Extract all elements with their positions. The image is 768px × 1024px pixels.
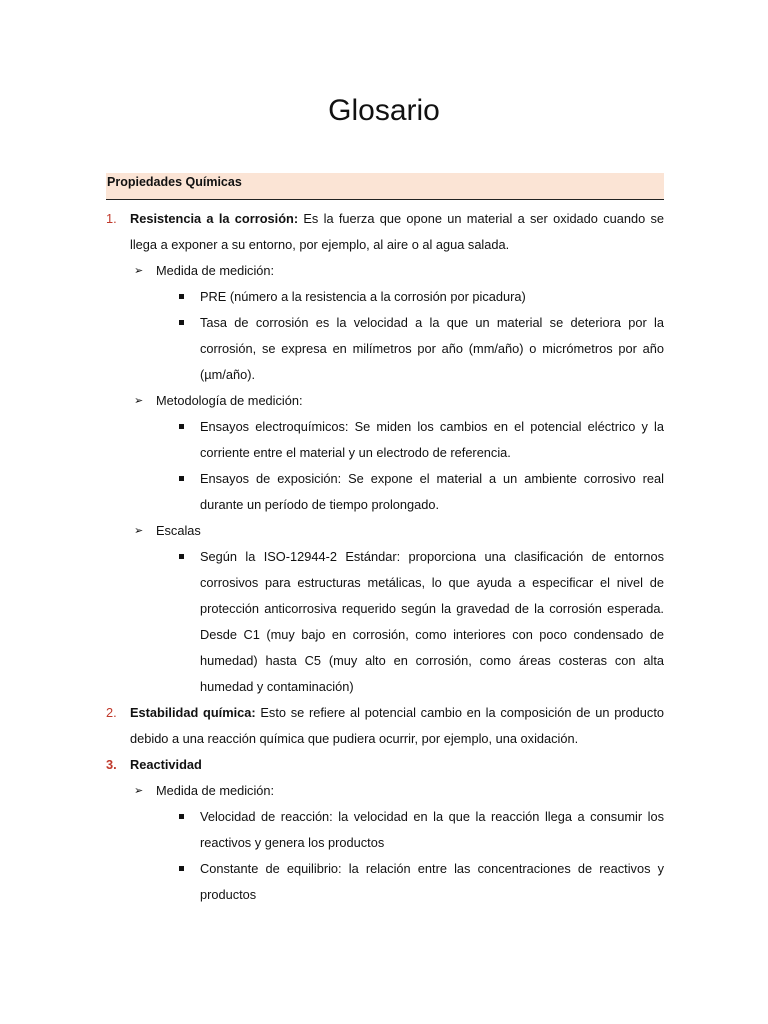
list-item: [106, 414, 664, 466]
arrow-bullet-icon: ➢: [134, 785, 144, 797]
glossary-content: [106, 206, 664, 908]
list-item: [106, 804, 664, 856]
item-definition: Es la fuerza que opone un material a ser oxidado cuando se llega a exponer a su entorno, por ejemplo, al aire o al agua salada.: [130, 211, 664, 252]
bullet-text: Ensayos de exposición: Se expone el material a un ambiente corrosivo real durante un período de tiempo prolongado.: [200, 471, 664, 512]
item-term: Estabilidad química:: [130, 705, 256, 720]
glossary-item: [106, 700, 664, 752]
bullet-text: Tasa de corrosión es la velocidad a la que un material se deteriora por la corrosión, se expresa en milímetros por año (mm/año) o micrómetros por año (µm/año).: [200, 315, 664, 382]
item-number: 2.: [106, 705, 117, 720]
square-bullet-icon: [179, 476, 184, 481]
subsection-heading: [106, 778, 664, 804]
square-bullet-icon: [179, 424, 184, 429]
glossary-item: [106, 206, 664, 258]
glossary-item: [106, 752, 664, 778]
subsection-heading: [106, 258, 664, 284]
page-title: Glosario: [328, 94, 440, 127]
list-item: [106, 466, 664, 518]
list-item: [106, 284, 664, 310]
list-item: [106, 856, 664, 908]
item-number: 3.: [106, 757, 117, 772]
square-bullet-icon: [179, 866, 184, 871]
bullet-text: Velocidad de reacción: la velocidad en la que la reacción llega a consumir los reactivos y genera los productos: [200, 809, 664, 850]
list-item: [106, 544, 664, 700]
subsection-heading: [106, 518, 664, 544]
section-header: [106, 173, 664, 200]
bullet-text: Ensayos electroquímicos: Se miden los cambios en el potencial eléctrico y la corriente entre el material y un electrodo de referencia.: [200, 419, 664, 460]
square-bullet-icon: [179, 814, 184, 819]
list-item: [106, 310, 664, 388]
arrow-bullet-icon: ➢: [134, 395, 144, 407]
square-bullet-icon: [179, 554, 184, 559]
arrow-bullet-icon: ➢: [134, 265, 144, 277]
section-title: Propiedades Químicas: [107, 175, 242, 189]
subsection-label: Medida de medición:: [156, 783, 275, 798]
item-term: Resistencia a la corrosión:: [130, 211, 299, 226]
subsection-heading: [106, 388, 664, 414]
item-term: Reactividad: [130, 757, 202, 772]
bullet-text: Según la ISO-12944-2 Estándar: proporciona una clasificación de entornos corrosivos para estructuras metálicas, lo que ayuda a especificar el nivel de protección anticorrosiva requerido según la gravedad de la corrosión esperada. Desde C1 (muy bajo en corrosión, como interiores con poco condensado de humedad) hasta C5 (muy alto en corrosión, como áreas costeras con alta humedad y contaminación): [200, 549, 664, 694]
square-bullet-icon: [179, 320, 184, 325]
subsection-label: Escalas: [156, 523, 201, 538]
arrow-bullet-icon: ➢: [134, 525, 144, 537]
item-number: 1.: [106, 211, 117, 226]
subsection-label: Metodología de medición:: [156, 393, 303, 408]
square-bullet-icon: [179, 294, 184, 299]
bullet-text: PRE (número a la resistencia a la corrosión por picadura): [200, 289, 526, 304]
item-definition: Esto se refiere al potencial cambio en la composición de un producto debido a una reacción química que pudiera ocurrir, por ejemplo, una oxidación.: [130, 705, 664, 746]
bullet-text: Constante de equilibrio: la relación entre las concentraciones de reactivos y productos: [200, 861, 664, 902]
subsection-label: Medida de medición:: [156, 263, 275, 278]
